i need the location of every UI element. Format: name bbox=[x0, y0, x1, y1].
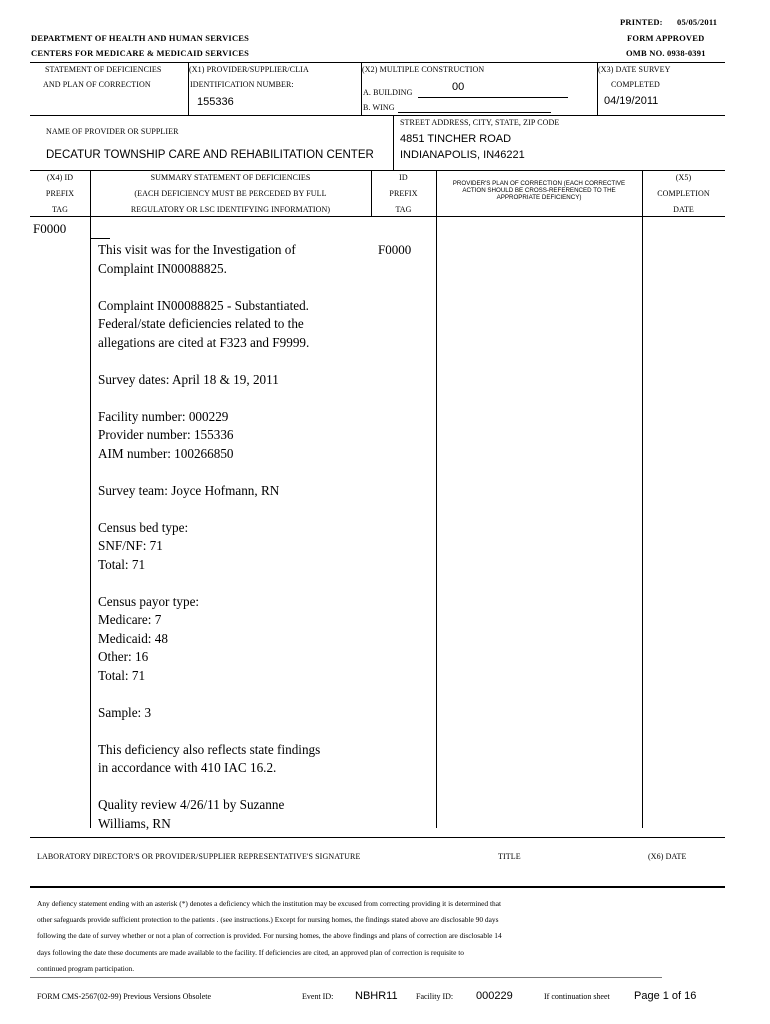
paragraph: Sample: 3 bbox=[98, 704, 152, 720]
divider bbox=[436, 216, 437, 828]
facility-id-label: Facility ID: bbox=[416, 992, 454, 1001]
paragraph: Facility number: 000229 Provider number: 155336 AIM number: 100266850 bbox=[98, 408, 234, 461]
plan-heading: PROVIDER'S PLAN OF CORRECTION (EACH CORRECTIVE ACTION SHOULD BE CROSS-REFERENCED TO THE APPROPRIATE DEFICIENCY) bbox=[452, 180, 626, 201]
row-border bbox=[30, 115, 725, 116]
x1-label: (X1) PROVIDER/SUPPLIER/CLIA bbox=[189, 65, 309, 74]
tag-label: TAG bbox=[395, 205, 412, 214]
tag-label: TAG bbox=[51, 205, 69, 214]
x6-date-label: (X6) DATE bbox=[648, 852, 687, 861]
event-id-value: NBHR11 bbox=[355, 990, 398, 1002]
provider-name-label: NAME OF PROVIDER OR SUPPLIER bbox=[46, 127, 179, 136]
divider bbox=[90, 216, 91, 828]
paragraph: Census payor type: Medicare: 7 Medicaid: 48 Other: 16 Total: 71 bbox=[98, 593, 200, 683]
divider bbox=[393, 115, 394, 170]
address-street: 4851 TINCHER ROAD bbox=[400, 133, 512, 145]
disclaimer-line: Any defiency statement ending with an asterisk (*) denotes a deficiency which the institution may be excused from correcting providing it is determined that bbox=[37, 899, 502, 908]
wing-line bbox=[398, 112, 551, 113]
provider-id: 155336 bbox=[197, 96, 234, 108]
disclaimer-line: continued program participation. bbox=[37, 963, 135, 973]
building-line bbox=[418, 97, 568, 98]
divider bbox=[642, 216, 643, 828]
building-label: A. BUILDING bbox=[363, 88, 413, 97]
signature-bottom-border bbox=[30, 886, 725, 888]
right-tag: F0000 bbox=[378, 242, 412, 257]
top-border bbox=[30, 62, 725, 63]
x4-label: (X4) ID bbox=[46, 173, 74, 182]
address-label: STREET ADDRESS, CITY, STATE, ZIP CODE bbox=[400, 118, 560, 127]
statement-label: STATEMENT OF DEFICIENCIES bbox=[45, 65, 162, 74]
x2-label: (X2) MULTIPLE CONSTRUCTION bbox=[362, 65, 485, 74]
facility-id-value: 000229 bbox=[476, 990, 513, 1002]
continuation-label: If continuation sheet bbox=[544, 992, 610, 1001]
wing-label: B. WING bbox=[363, 103, 395, 112]
paragraph: Quality review 4/26/11 by Suzanne Williams, RN bbox=[98, 797, 285, 831]
title-label: TITLE bbox=[498, 852, 521, 861]
page-number: Page 1 of 16 bbox=[634, 990, 697, 1002]
divider bbox=[436, 170, 437, 216]
completion-label: COMPLETION bbox=[657, 189, 710, 198]
omb-number: OMB NO. 0938-0391 bbox=[626, 48, 706, 58]
cms-name: CENTERS FOR MEDICARE & MEDICAID SERVICES bbox=[31, 48, 250, 58]
x5-label: (X5) bbox=[675, 173, 692, 182]
department-name: DEPARTMENT OF HEALTH AND HUMAN SERVICES bbox=[31, 33, 250, 43]
summary-subheading: REGULATORY OR LSC IDENTIFYING INFORMATION) bbox=[130, 205, 331, 214]
row-border bbox=[30, 216, 725, 217]
address-city: INDIANAPOLIS, IN46221 bbox=[400, 149, 525, 161]
paragraph: Survey team: Joyce Hofmann, RN bbox=[98, 482, 280, 498]
survey-date: 04/19/2011 bbox=[604, 95, 659, 107]
event-id-label: Event ID: bbox=[302, 992, 334, 1001]
paragraph: This deficiency also reflects state findings in accordance with 410 IAC 16.2. bbox=[98, 741, 321, 775]
deficiency-text bbox=[98, 241, 368, 852]
prefix-label: PREFIX bbox=[389, 189, 418, 198]
disclaimer bbox=[37, 896, 502, 977]
paragraph: Complaint IN00088825 - Substantiated. Federal/state deficiencies related to the allegations are cited at F323 and F9999. bbox=[98, 297, 310, 350]
form-approved: FORM APPROVED bbox=[627, 33, 705, 43]
x3-label: (X3) DATE SURVEY bbox=[598, 65, 671, 74]
id-label: ID bbox=[399, 173, 408, 182]
identification-label: IDENTIFICATION NUMBER: bbox=[190, 80, 294, 89]
printed-label: PRINTED: bbox=[620, 17, 663, 27]
building-value: 00 bbox=[452, 81, 465, 93]
date-label: DATE bbox=[673, 205, 694, 214]
signature-label: LABORATORY DIRECTOR'S OR PROVIDER/SUPPLIER REPRESENTATIVE'S SIGNATURE bbox=[37, 852, 361, 861]
paragraph: This visit was for the Investigation of Complaint IN00088825. bbox=[98, 242, 296, 276]
tag-underline bbox=[90, 238, 110, 239]
disclaimer-line: following the date of survey whether or not a plan of correction is provided. For nursing homes, the above findings and plans of correction are disclosable 14 bbox=[37, 931, 502, 941]
prefix-label: PREFIX bbox=[45, 189, 75, 198]
signature-top-border bbox=[30, 837, 725, 838]
form-number: FORM CMS-2567(02-99) Previous Versions Obsolete bbox=[37, 992, 212, 1001]
provider-name: DECATUR TOWNSHIP CARE AND REHABILITATION CENTER bbox=[46, 149, 374, 161]
printed-date: 05/05/2011 bbox=[677, 17, 718, 27]
summary-subheading: (EACH DEFICIENCY MUST BE PERCEDED BY FULL bbox=[134, 189, 327, 198]
left-tag: F0000 bbox=[33, 221, 67, 236]
completed-label: COMPLETED bbox=[611, 80, 660, 89]
paragraph: Census bed type: SNF/NF: 71 Total: 71 bbox=[98, 519, 189, 572]
plan-label: AND PLAN OF CORRECTION bbox=[43, 80, 151, 89]
disclaimer-rule bbox=[30, 977, 662, 978]
disclaimer-line: days following the date these documents are made available to the facility. If deficiencies are cited, an approved plan of correction is requisite to bbox=[37, 947, 464, 957]
disclaimer-line: other safeguards provide sufficient protection to the patients . (see instructions.) Except for nursing homes, the findings stated above are disclosable 90 days bbox=[37, 915, 499, 925]
row-border bbox=[30, 170, 725, 171]
summary-heading: SUMMARY STATEMENT OF DEFICIENCIES bbox=[150, 173, 311, 182]
paragraph: Survey dates: April 18 & 19, 2011 bbox=[98, 371, 279, 387]
